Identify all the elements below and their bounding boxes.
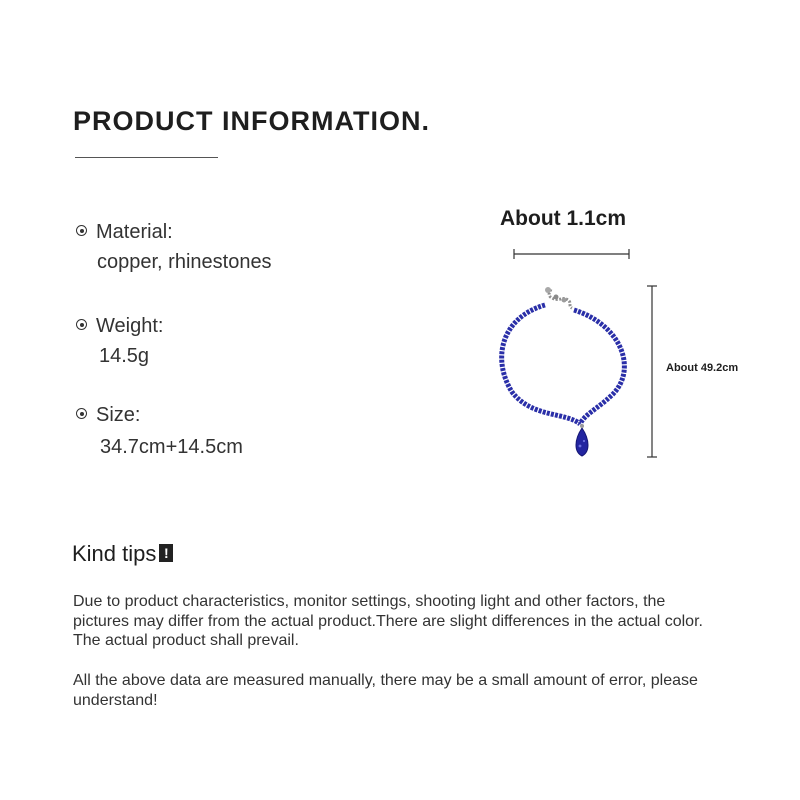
tips-paragraph-1: Due to product characteristics, monitor settings, shooting light and other factors, the pictures may differ from the actual product.There are slight differences in the actual color. The actual product shall prevail. [73, 593, 703, 649]
chain-extender [545, 287, 572, 308]
bead-necklace [502, 305, 625, 424]
tips-paragraph-2: All the above data are measured manually, there may be a small amount of error, please understand! [73, 672, 698, 709]
exclamation-icon: ! [159, 544, 173, 562]
spec-material-value: copper, rhinestones [97, 251, 272, 273]
width-dimension-label: About 1.1cm [500, 207, 627, 230]
spec-weight-label [76, 315, 163, 338]
title-underline [75, 157, 218, 158]
spec-weight-value: 14.5g [99, 345, 150, 367]
spec-label: Material: [96, 221, 173, 243]
teardrop-pendant [576, 424, 588, 456]
spec-label: Size: [96, 404, 141, 426]
spec-material-label [76, 221, 173, 244]
radio-bullet-icon [76, 408, 87, 419]
spec-size-label [76, 404, 140, 427]
kind-tips-title [72, 541, 173, 567]
length-measure-line [647, 286, 657, 457]
length-dimension-label: About 49.2cm [666, 362, 739, 374]
radio-bullet-icon [76, 319, 87, 330]
product-illustration [480, 240, 670, 470]
width-measure-line [514, 249, 629, 259]
radio-bullet-icon [76, 225, 87, 236]
kind-tips-label: Kind tips [72, 541, 157, 566]
page-title: PRODUCT INFORMATION. [73, 106, 430, 136]
spec-size-value: 34.7cm+14.5cm [100, 436, 243, 458]
spec-label: Weight: [96, 315, 164, 337]
